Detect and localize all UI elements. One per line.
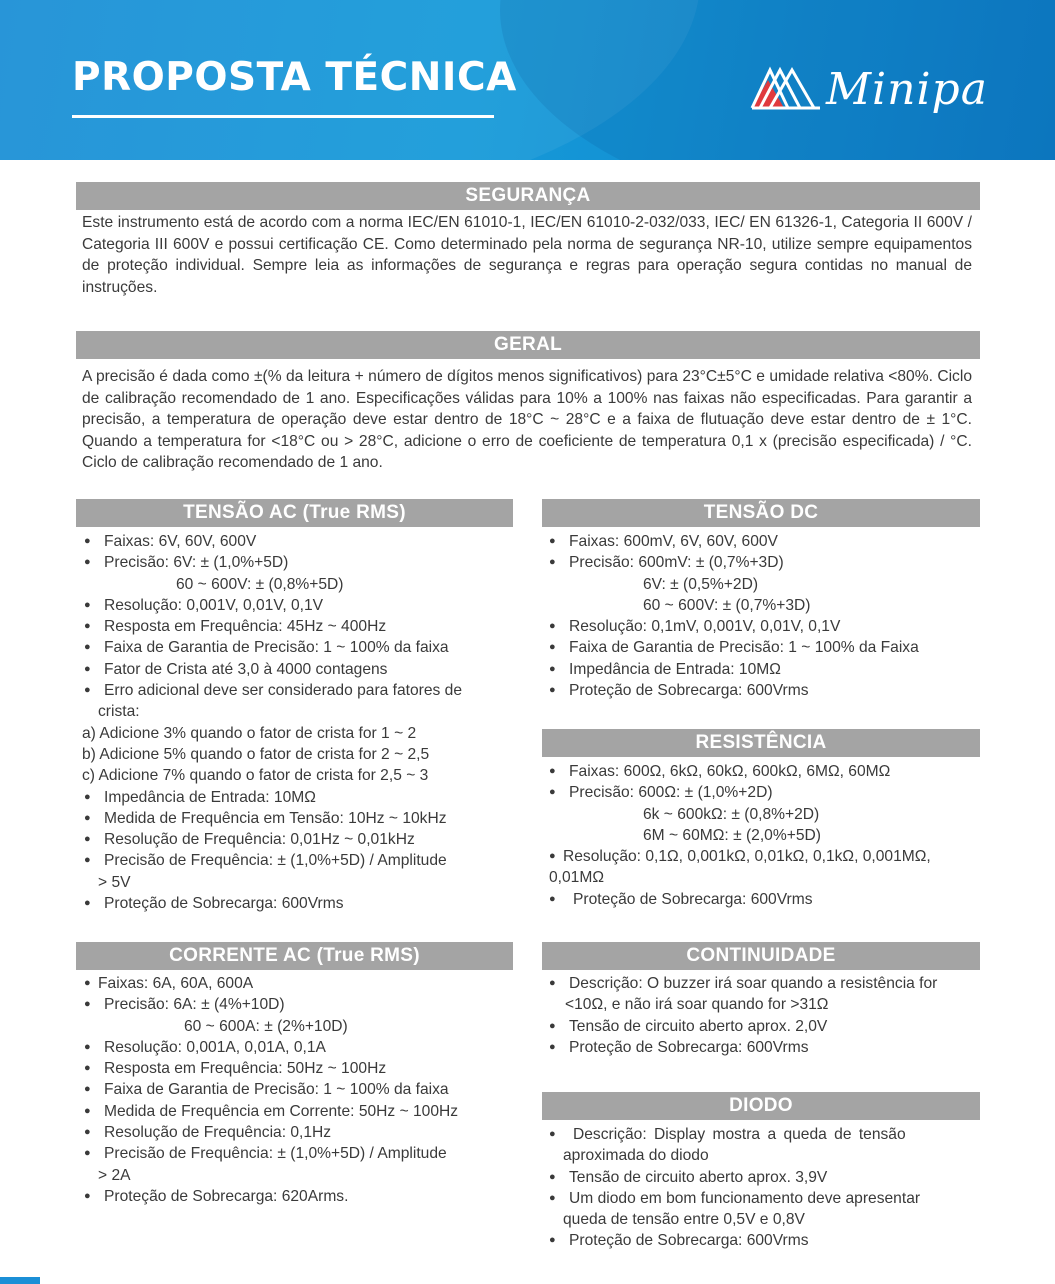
list-item: ● Faixa de Garantia de Precisão: 1 ~ 100% da faixa: [78, 1079, 518, 1100]
corrente-ac-list: [78, 973, 518, 1207]
list-item: 0,01MΩ: [549, 869, 604, 887]
continuidade-list: [543, 973, 983, 1058]
list-item: ● Resolução: 0,001A, 0,01A, 0,1A: [78, 1037, 518, 1058]
tensao-ac-list: [78, 531, 518, 914]
brand-name: Minipa: [826, 64, 988, 115]
list-item: ● Faixas: 6V, 60V, 600V: [78, 531, 518, 552]
resistencia-list: [543, 761, 983, 910]
list-item: crista:: [98, 703, 140, 721]
brand-logo: [750, 64, 990, 126]
list-item: ● Precisão: 6V: ± (1,0%+5D): [78, 552, 518, 573]
list-item: ● Proteção de Sobrecarga: 620Arms.: [78, 1186, 518, 1207]
list-item: ● Resolução: 0,001V, 0,01V, 0,1V: [78, 595, 518, 616]
list-item: ● Precisão: 6A: ± (4%+10D): [78, 994, 518, 1015]
list-item: ● Proteção de Sobrecarga: 600Vrms: [543, 680, 983, 701]
minipa-mountain-logo-icon: [750, 64, 824, 114]
list-item: ● Resposta em Frequência: 50Hz ~ 100Hz: [78, 1058, 518, 1079]
list-item: ● Resposta em Frequência: 45Hz ~ 400Hz: [78, 616, 518, 637]
page-header: [0, 0, 1055, 160]
footer-accent-bar: [0, 1277, 40, 1284]
list-item: ● Faixas: 6A, 60A, 600A: [78, 973, 518, 994]
diodo-list: [543, 1124, 983, 1252]
list-item: ● Medida de Frequência em Tensão: 10Hz ~ 10kHz: [78, 808, 518, 829]
list-item: ● Resolução: 0,1Ω, 0,001kΩ, 0,01kΩ, 0,1kΩ, 0,001MΩ,: [543, 846, 983, 867]
list-item: > 2A: [98, 1166, 131, 1184]
section-header-seguranca: SEGURANÇA: [76, 182, 980, 210]
list-item: ● Descrição: O buzzer irá soar quando a resistência for: [543, 973, 983, 994]
list-item: 60 ~ 600A: ± (2%+10D): [184, 1017, 348, 1035]
list-item: aproximada do diodo: [563, 1147, 709, 1165]
section-header-continuidade: CONTINUIDADE: [542, 942, 980, 970]
list-item: ● Um diodo em bom funcionamento deve apresentar: [543, 1188, 983, 1209]
section-header-tensao-ac: TENSÃO AC (True RMS): [76, 499, 513, 527]
list-item: 60 ~ 600V: ± (0,8%+5D): [176, 575, 344, 593]
list-item: ● Tensão de circuito aberto aprox. 3,9V: [543, 1167, 983, 1188]
list-item: ● Resolução: 0,1mV, 0,001V, 0,01V, 0,1V: [543, 616, 983, 637]
list-item: 6k ~ 600kΩ: ± (0,8%+2D): [643, 805, 820, 823]
list-item: queda de tensão entre 0,5V e 0,8V: [563, 1211, 805, 1229]
section-header-diodo: DIODO: [542, 1092, 980, 1120]
section-header-tensao-dc: TENSÃO DC: [542, 499, 980, 527]
title-underline: [72, 115, 494, 118]
list-item: ● Precisão: 600mV: ± (0,7%+3D): [543, 552, 983, 573]
list-item: c) Adicione 7% quando o fator de crista for 2,5 ~ 3: [82, 767, 429, 785]
list-item: 6M ~ 60MΩ: ± (2,0%+5D): [643, 826, 821, 844]
list-item: ● Faixas: 600mV, 6V, 60V, 600V: [543, 531, 983, 552]
list-item: > 5V: [98, 873, 131, 891]
tensao-dc-list: [543, 531, 983, 701]
list-item: ● Impedância de Entrada: 10MΩ: [543, 659, 983, 680]
list-item: ● Proteção de Sobrecarga: 600Vrms: [543, 1230, 983, 1251]
list-item: ● Resolução de Frequência: 0,01Hz ~ 0,01kHz: [78, 829, 518, 850]
page-title: PROPOSTA TÉCNICA: [72, 55, 517, 100]
list-item: ● Precisão: 600Ω: ± (1,0%+2D): [543, 782, 983, 803]
list-item: 60 ~ 600V: ± (0,7%+3D): [643, 596, 811, 614]
section-header-corrente-ac: CORRENTE AC (True RMS): [76, 942, 513, 970]
section-header-resistencia: RESISTÊNCIA: [542, 729, 980, 757]
geral-text: A precisão é dada como ±(% da leitura + número de dígitos menos significativos) para 23°C±5°C e umidade relativa <80%. Ciclo de calibração recomendado de 1 ano. Especificações válidas para 10% a 100% nas faixas não especificadas. Para garantir a precisão, a temperatura de operação deve estar dentro de 18°C ~ 28°C e a faixa de flutuação deve estar dentro de ± 1°C. Quando a temperatura for <18°C ou > 28°C, adicione o erro de coeficiente de temperatura 0,1 x (precisão especificada) / °C. Ciclo de calibração recomendado de 1 ano.: [82, 368, 972, 471]
list-item: b) Adicione 5% quando o fator de crista for 2 ~ 2,5: [82, 745, 430, 763]
list-item: ● Faixa de Garantia de Precisão: 1 ~ 100% da faixa: [78, 637, 518, 658]
list-item: a) Adicione 3% quando o fator de crista for 1 ~ 2: [82, 724, 417, 742]
list-item: ● Faixa de Garantia de Precisão: 1 ~ 100% da Faixa: [543, 637, 983, 658]
list-item: ● Precisão de Frequência: ± (1,0%+5D) / Amplitude: [78, 850, 518, 871]
list-item: ● Descrição: Display mostra a queda de tensão: [543, 1124, 983, 1145]
list-item: ● Fator de Crista até 3,0 à 4000 contagens: [78, 659, 518, 680]
seguranca-text: Este instrumento está de acordo com a norma IEC/EN 61010-1, IEC/EN 61010-2-032/033, IEC/ EN 61326-1, Categoria II 600V / Categoria III 600V e possui certificação CE. Como determinado pela norma de segurança NR-10, utilize sempre equipamentos de proteção individual. Sempre leia as informações de segurança e regras para operação segura contidas no manual de instruções.: [82, 214, 972, 296]
list-item: ● Proteção de Sobrecarga: 600Vrms: [543, 1037, 983, 1058]
list-item: ● Erro adicional deve ser considerado para fatores de: [78, 680, 518, 701]
list-item: 6V: ± (0,5%+2D): [643, 575, 759, 593]
list-item: ● Impedância de Entrada: 10MΩ: [78, 787, 518, 808]
list-item: ● Resolução de Frequência: 0,1Hz: [78, 1122, 518, 1143]
list-item: ● Proteção de Sobrecarga: 600Vrms: [78, 893, 518, 914]
section-header-geral: GERAL: [76, 331, 980, 359]
list-item: ● Tensão de circuito aberto aprox. 2,0V: [543, 1016, 983, 1037]
list-item: ● Proteção de Sobrecarga: 600Vrms: [543, 889, 983, 910]
list-item: <10Ω, e não irá soar quando for >31Ω: [565, 996, 829, 1014]
list-item: ● Precisão de Frequência: ± (1,0%+5D) / Amplitude: [78, 1143, 518, 1164]
list-item: ● Faixas: 600Ω, 6kΩ, 60kΩ, 600kΩ, 6MΩ, 60MΩ: [543, 761, 983, 782]
list-item: ● Medida de Frequência em Corrente: 50Hz ~ 100Hz: [78, 1101, 518, 1122]
